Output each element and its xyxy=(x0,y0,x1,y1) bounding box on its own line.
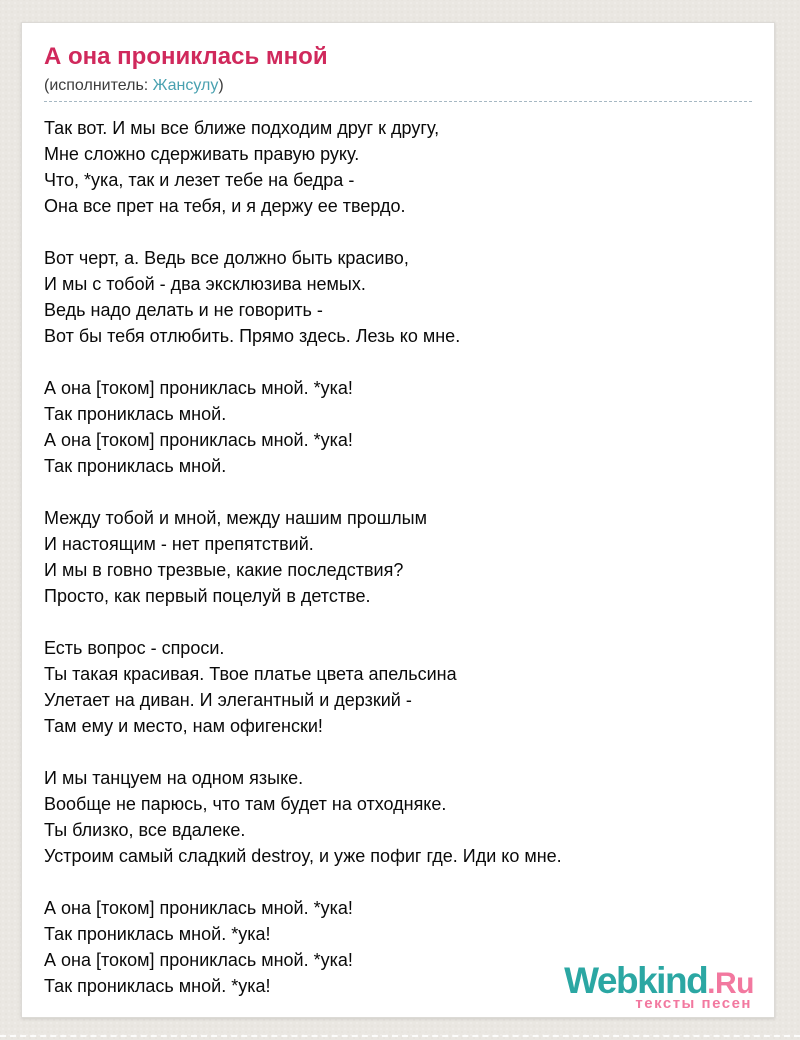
lyrics-stanza: Так вот. И мы все ближе подходим друг к другу, Мне сложно сдерживать правую руку. Что, *ука, так и лезет тебе на бедра - Она все прет на тебя, и я держу ее твердо. xyxy=(44,118,440,216)
webkind-logo[interactable] xyxy=(564,962,754,1011)
webkind-logo-wordmark: Webkind xyxy=(564,960,708,1001)
artist-label-suffix: ) xyxy=(218,77,224,94)
lyrics-stanza: И мы танцуем на одном языке. Вообще не парюсь, что там будет на отходняке. Ты близко, все вдалеке. Устроим самый сладкий destroy, и уже пофиг где. Иди ко мне. xyxy=(44,768,562,866)
lyrics-card xyxy=(21,22,775,1018)
artist-label-prefix: (исполнитель: xyxy=(44,77,153,94)
lyrics-stanza: А она [током] прониклась мной. *ука! Так прониклась мной. *ука! А она [током] прониклась мной. *ука! Так прониклась мной. *ука! xyxy=(44,898,353,996)
lyrics-stanza: Есть вопрос - спроси. Ты такая красивая. Твое платье цвета апельсина Улетает на диван. И элегантный и дерзкий - Там ему и место, нам офигенски! xyxy=(44,638,457,736)
dashed-separator xyxy=(44,101,752,102)
lyrics-stanza: А она [током] прониклась мной. *ука! Так прониклась мной. А она [током] прониклась мной. *ука! Так прониклась мной. xyxy=(44,378,353,476)
lyrics-stanza: Вот черт, а. Ведь все должно быть красиво, И мы с тобой - два эксклюзива немых. Ведь надо делать и не говорить - Вот бы тебя отлюбить. Прямо здесь. Лезь ко мне. xyxy=(44,248,461,346)
webkind-logo-tagline: тексты песен xyxy=(635,995,752,1012)
webkind-logo-domain: .Ru xyxy=(707,967,754,1000)
lyrics-stanza: Между тобой и мной, между нашим прошлым И настоящим - нет препятствий. И мы в говно трезвые, какие последствия? Просто, как первый поцелуй в детстве. xyxy=(44,508,427,606)
artist-link[interactable]: Жансулу xyxy=(152,77,219,94)
lyrics-text xyxy=(44,115,752,999)
artist-line xyxy=(44,76,752,96)
page-title: А она прониклась мной xyxy=(44,43,328,70)
background-texture-line xyxy=(0,1035,800,1037)
